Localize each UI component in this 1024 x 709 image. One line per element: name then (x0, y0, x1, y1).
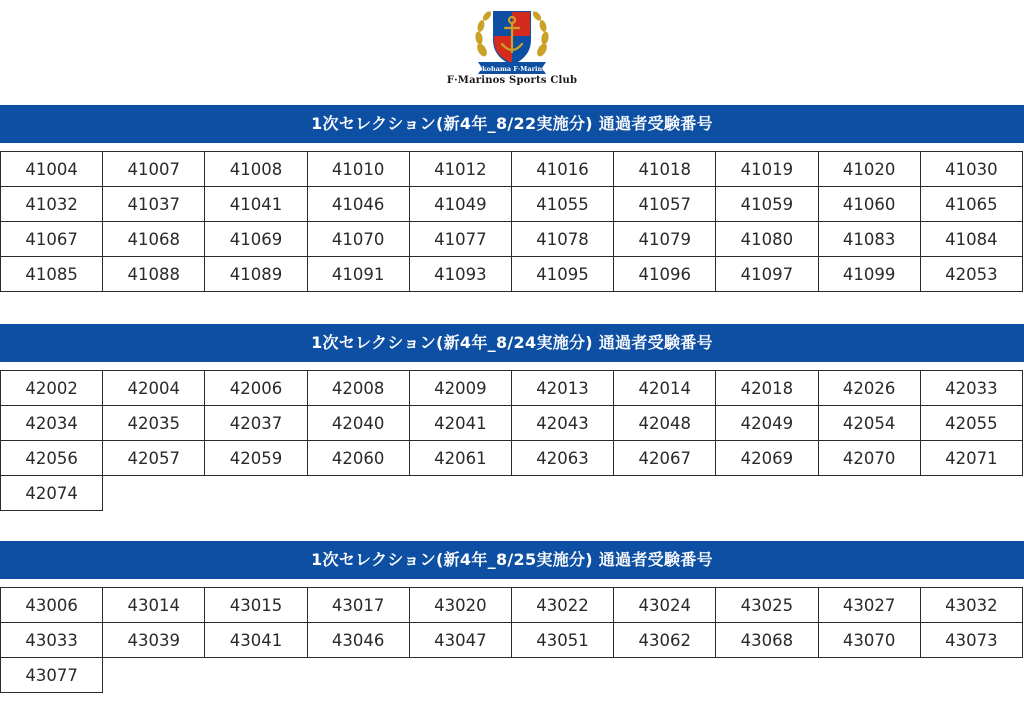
empty-cell (409, 658, 511, 693)
exam-number-cell: 43014 (103, 588, 205, 623)
empty-cell (511, 658, 613, 693)
club-name: F·Marinos Sports Club (446, 75, 578, 86)
exam-number-cell: 41030 (920, 152, 1022, 187)
exam-number-cell: 41096 (614, 257, 716, 292)
exam-number-cell: 41085 (1, 257, 103, 292)
exam-number-cell: 41099 (818, 257, 920, 292)
exam-number-cell: 43041 (205, 623, 307, 658)
svg-text:Yokohama F·Marinos: Yokohama F·Marinos (473, 65, 551, 73)
table-row (1, 222, 1023, 257)
exam-number-cell: 41008 (205, 152, 307, 187)
anchor-crest-icon (472, 6, 552, 74)
exam-number-cell: 43051 (511, 623, 613, 658)
empty-cell (614, 658, 716, 693)
exam-number-cell: 41083 (818, 222, 920, 257)
empty-cell (205, 476, 307, 511)
exam-number-cell: 42004 (103, 371, 205, 406)
exam-number-cell: 42061 (409, 441, 511, 476)
empty-cell (409, 476, 511, 511)
exam-number-cell: 43022 (511, 588, 613, 623)
club-logo (0, 6, 1024, 98)
exam-number-cell: 43047 (409, 623, 511, 658)
exam-number-cell: 43025 (716, 588, 818, 623)
exam-number-cell: 41059 (716, 187, 818, 222)
exam-number-cell: 42063 (511, 441, 613, 476)
exam-number-cell: 43073 (920, 623, 1022, 658)
exam-number-cell: 41070 (307, 222, 409, 257)
exam-number-cell: 42071 (920, 441, 1022, 476)
exam-number-cell: 42013 (511, 371, 613, 406)
table-row (1, 152, 1023, 187)
exam-number-cell: 42048 (614, 406, 716, 441)
exam-number-cell: 42035 (103, 406, 205, 441)
exam-number-cell: 42041 (409, 406, 511, 441)
exam-number-cell: 42049 (716, 406, 818, 441)
results-table (0, 587, 1023, 693)
exam-number-cell: 41020 (818, 152, 920, 187)
exam-number-cell: 41091 (307, 257, 409, 292)
exam-number-cell: 41069 (205, 222, 307, 257)
exam-number-cell: 42069 (716, 441, 818, 476)
exam-number-cell: 42026 (818, 371, 920, 406)
table-row (1, 371, 1023, 406)
exam-number-cell: 41060 (818, 187, 920, 222)
exam-number-cell: 42043 (511, 406, 613, 441)
exam-number-cell: 42033 (920, 371, 1022, 406)
empty-cell (511, 476, 613, 511)
exam-number-cell: 42057 (103, 441, 205, 476)
empty-cell (614, 476, 716, 511)
exam-number-cell: 41055 (511, 187, 613, 222)
exam-number-cell: 42037 (205, 406, 307, 441)
exam-number-cell: 43017 (307, 588, 409, 623)
exam-number-cell: 41093 (409, 257, 511, 292)
empty-cell (818, 476, 920, 511)
selection-section-0824 (0, 324, 1024, 511)
results-table (0, 151, 1023, 292)
table-row (1, 476, 1023, 511)
exam-number-cell: 42018 (716, 371, 818, 406)
exam-number-cell: 42074 (1, 476, 103, 511)
empty-cell (716, 476, 818, 511)
section-title: 1次セレクション(新4年_8/25実施分) 通過者受験番号 (0, 541, 1024, 579)
exam-number-cell: 41049 (409, 187, 511, 222)
exam-number-cell: 42056 (1, 441, 103, 476)
exam-number-cell: 43062 (614, 623, 716, 658)
exam-number-cell: 41097 (716, 257, 818, 292)
exam-number-cell: 43006 (1, 588, 103, 623)
exam-number-cell: 41089 (205, 257, 307, 292)
exam-number-cell: 43024 (614, 588, 716, 623)
exam-number-cell: 42014 (614, 371, 716, 406)
exam-number-cell: 42055 (920, 406, 1022, 441)
exam-number-cell: 43027 (818, 588, 920, 623)
table-row (1, 441, 1023, 476)
exam-number-cell: 41046 (307, 187, 409, 222)
exam-number-cell: 42034 (1, 406, 103, 441)
exam-number-cell: 41080 (716, 222, 818, 257)
exam-number-cell: 41088 (103, 257, 205, 292)
empty-cell (920, 476, 1022, 511)
exam-number-cell: 42009 (409, 371, 511, 406)
exam-number-cell: 42070 (818, 441, 920, 476)
exam-number-cell: 42040 (307, 406, 409, 441)
table-row (1, 588, 1023, 623)
empty-cell (818, 658, 920, 693)
results-table (0, 370, 1023, 511)
exam-number-cell: 43068 (716, 623, 818, 658)
exam-number-cell: 41018 (614, 152, 716, 187)
exam-number-cell: 41010 (307, 152, 409, 187)
exam-number-cell: 41057 (614, 187, 716, 222)
table-row (1, 257, 1023, 292)
selection-section-0825 (0, 541, 1024, 693)
empty-cell (103, 476, 205, 511)
empty-cell (716, 658, 818, 693)
exam-number-cell: 42067 (614, 441, 716, 476)
exam-number-cell: 41019 (716, 152, 818, 187)
exam-number-cell: 42008 (307, 371, 409, 406)
table-row (1, 658, 1023, 693)
exam-number-cell: 41095 (511, 257, 613, 292)
section-title: 1次セレクション(新4年_8/22実施分) 通過者受験番号 (0, 105, 1024, 143)
exam-number-cell: 41012 (409, 152, 511, 187)
exam-number-cell: 42060 (307, 441, 409, 476)
empty-cell (920, 658, 1022, 693)
exam-number-cell: 41004 (1, 152, 103, 187)
exam-number-cell: 41078 (511, 222, 613, 257)
exam-number-cell: 41067 (1, 222, 103, 257)
exam-number-cell: 42006 (205, 371, 307, 406)
exam-number-cell: 41079 (614, 222, 716, 257)
exam-number-cell: 41084 (920, 222, 1022, 257)
exam-number-cell: 43046 (307, 623, 409, 658)
exam-number-cell: 41068 (103, 222, 205, 257)
exam-number-cell: 42054 (818, 406, 920, 441)
selection-section-0822 (0, 105, 1024, 292)
exam-number-cell: 43077 (1, 658, 103, 693)
exam-number-cell: 41041 (205, 187, 307, 222)
exam-number-cell: 41065 (920, 187, 1022, 222)
exam-number-cell: 43033 (1, 623, 103, 658)
exam-number-cell: 43039 (103, 623, 205, 658)
exam-number-cell: 42053 (920, 257, 1022, 292)
exam-number-cell: 41016 (511, 152, 613, 187)
exam-number-cell: 41032 (1, 187, 103, 222)
table-row (1, 623, 1023, 658)
empty-cell (205, 658, 307, 693)
exam-number-cell: 42059 (205, 441, 307, 476)
exam-number-cell: 43070 (818, 623, 920, 658)
table-row (1, 187, 1023, 222)
exam-number-cell: 42002 (1, 371, 103, 406)
exam-number-cell: 41007 (103, 152, 205, 187)
section-title: 1次セレクション(新4年_8/24実施分) 通過者受験番号 (0, 324, 1024, 362)
exam-number-cell: 43020 (409, 588, 511, 623)
exam-number-cell: 43015 (205, 588, 307, 623)
exam-number-cell: 41077 (409, 222, 511, 257)
exam-number-cell: 41037 (103, 187, 205, 222)
empty-cell (103, 658, 205, 693)
empty-cell (307, 476, 409, 511)
exam-number-cell: 43032 (920, 588, 1022, 623)
table-row (1, 406, 1023, 441)
empty-cell (307, 658, 409, 693)
